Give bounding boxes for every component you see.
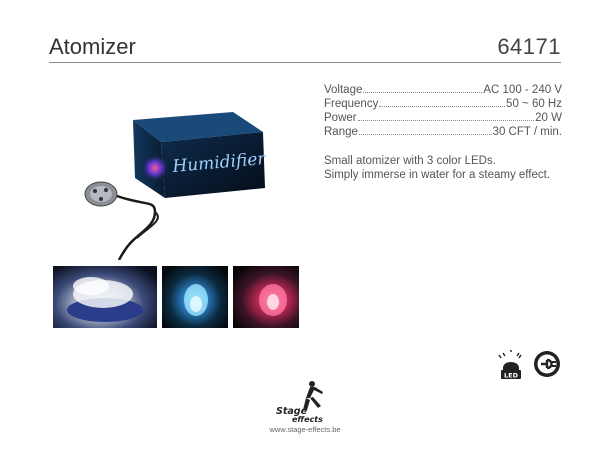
spec-value: AC 100 - 240 V: [483, 84, 562, 96]
led-bulb-icon: [499, 350, 521, 380]
svg-text:LED: LED: [504, 371, 518, 380]
spec-list: [324, 83, 562, 139]
spec-label: Power: [324, 112, 357, 124]
effect-photo-blue: [162, 266, 228, 328]
spec-label: Frequency: [324, 98, 379, 110]
spec-row-frequency: [324, 97, 562, 111]
feature-icons: [497, 350, 563, 380]
product-code: 64171: [497, 34, 561, 59]
spec-label: Range: [324, 126, 358, 138]
spec-row-range: [324, 125, 562, 139]
atomizer-disc: [85, 182, 117, 206]
power-plug-icon: [534, 351, 560, 377]
description-line: Simply immerse in water for a steamy effect.: [324, 169, 551, 181]
svg-text:effects: effects: [292, 415, 323, 424]
spec-value: 50 ~ 60 Hz: [506, 98, 562, 110]
effect-photo-pink: [233, 266, 299, 328]
spec-value: 20 W: [535, 112, 562, 124]
header: [49, 30, 561, 60]
leader-dots: [363, 92, 482, 93]
product-description: [324, 154, 562, 182]
product-image: [75, 110, 275, 260]
website-url: www.stage-effects.be: [269, 425, 341, 434]
spec-label: Voltage: [324, 84, 363, 96]
product-title: Atomizer: [49, 34, 136, 59]
effect-photo-white: [53, 266, 157, 328]
spec-value: 30 CFT / min.: [492, 126, 562, 138]
leader-dots: [359, 134, 492, 135]
stage-effects-logo: [270, 380, 340, 424]
spec-row-power: [324, 111, 562, 125]
description-line: Small atomizer with 3 color LEDs.: [324, 155, 496, 167]
svg-text:Stage: Stage: [276, 406, 308, 417]
header-divider: [49, 62, 561, 63]
spec-row-voltage: [324, 83, 562, 97]
leader-dots: [358, 120, 535, 121]
box-label: Humidifier: [171, 148, 267, 177]
leader-dots: [379, 106, 505, 107]
